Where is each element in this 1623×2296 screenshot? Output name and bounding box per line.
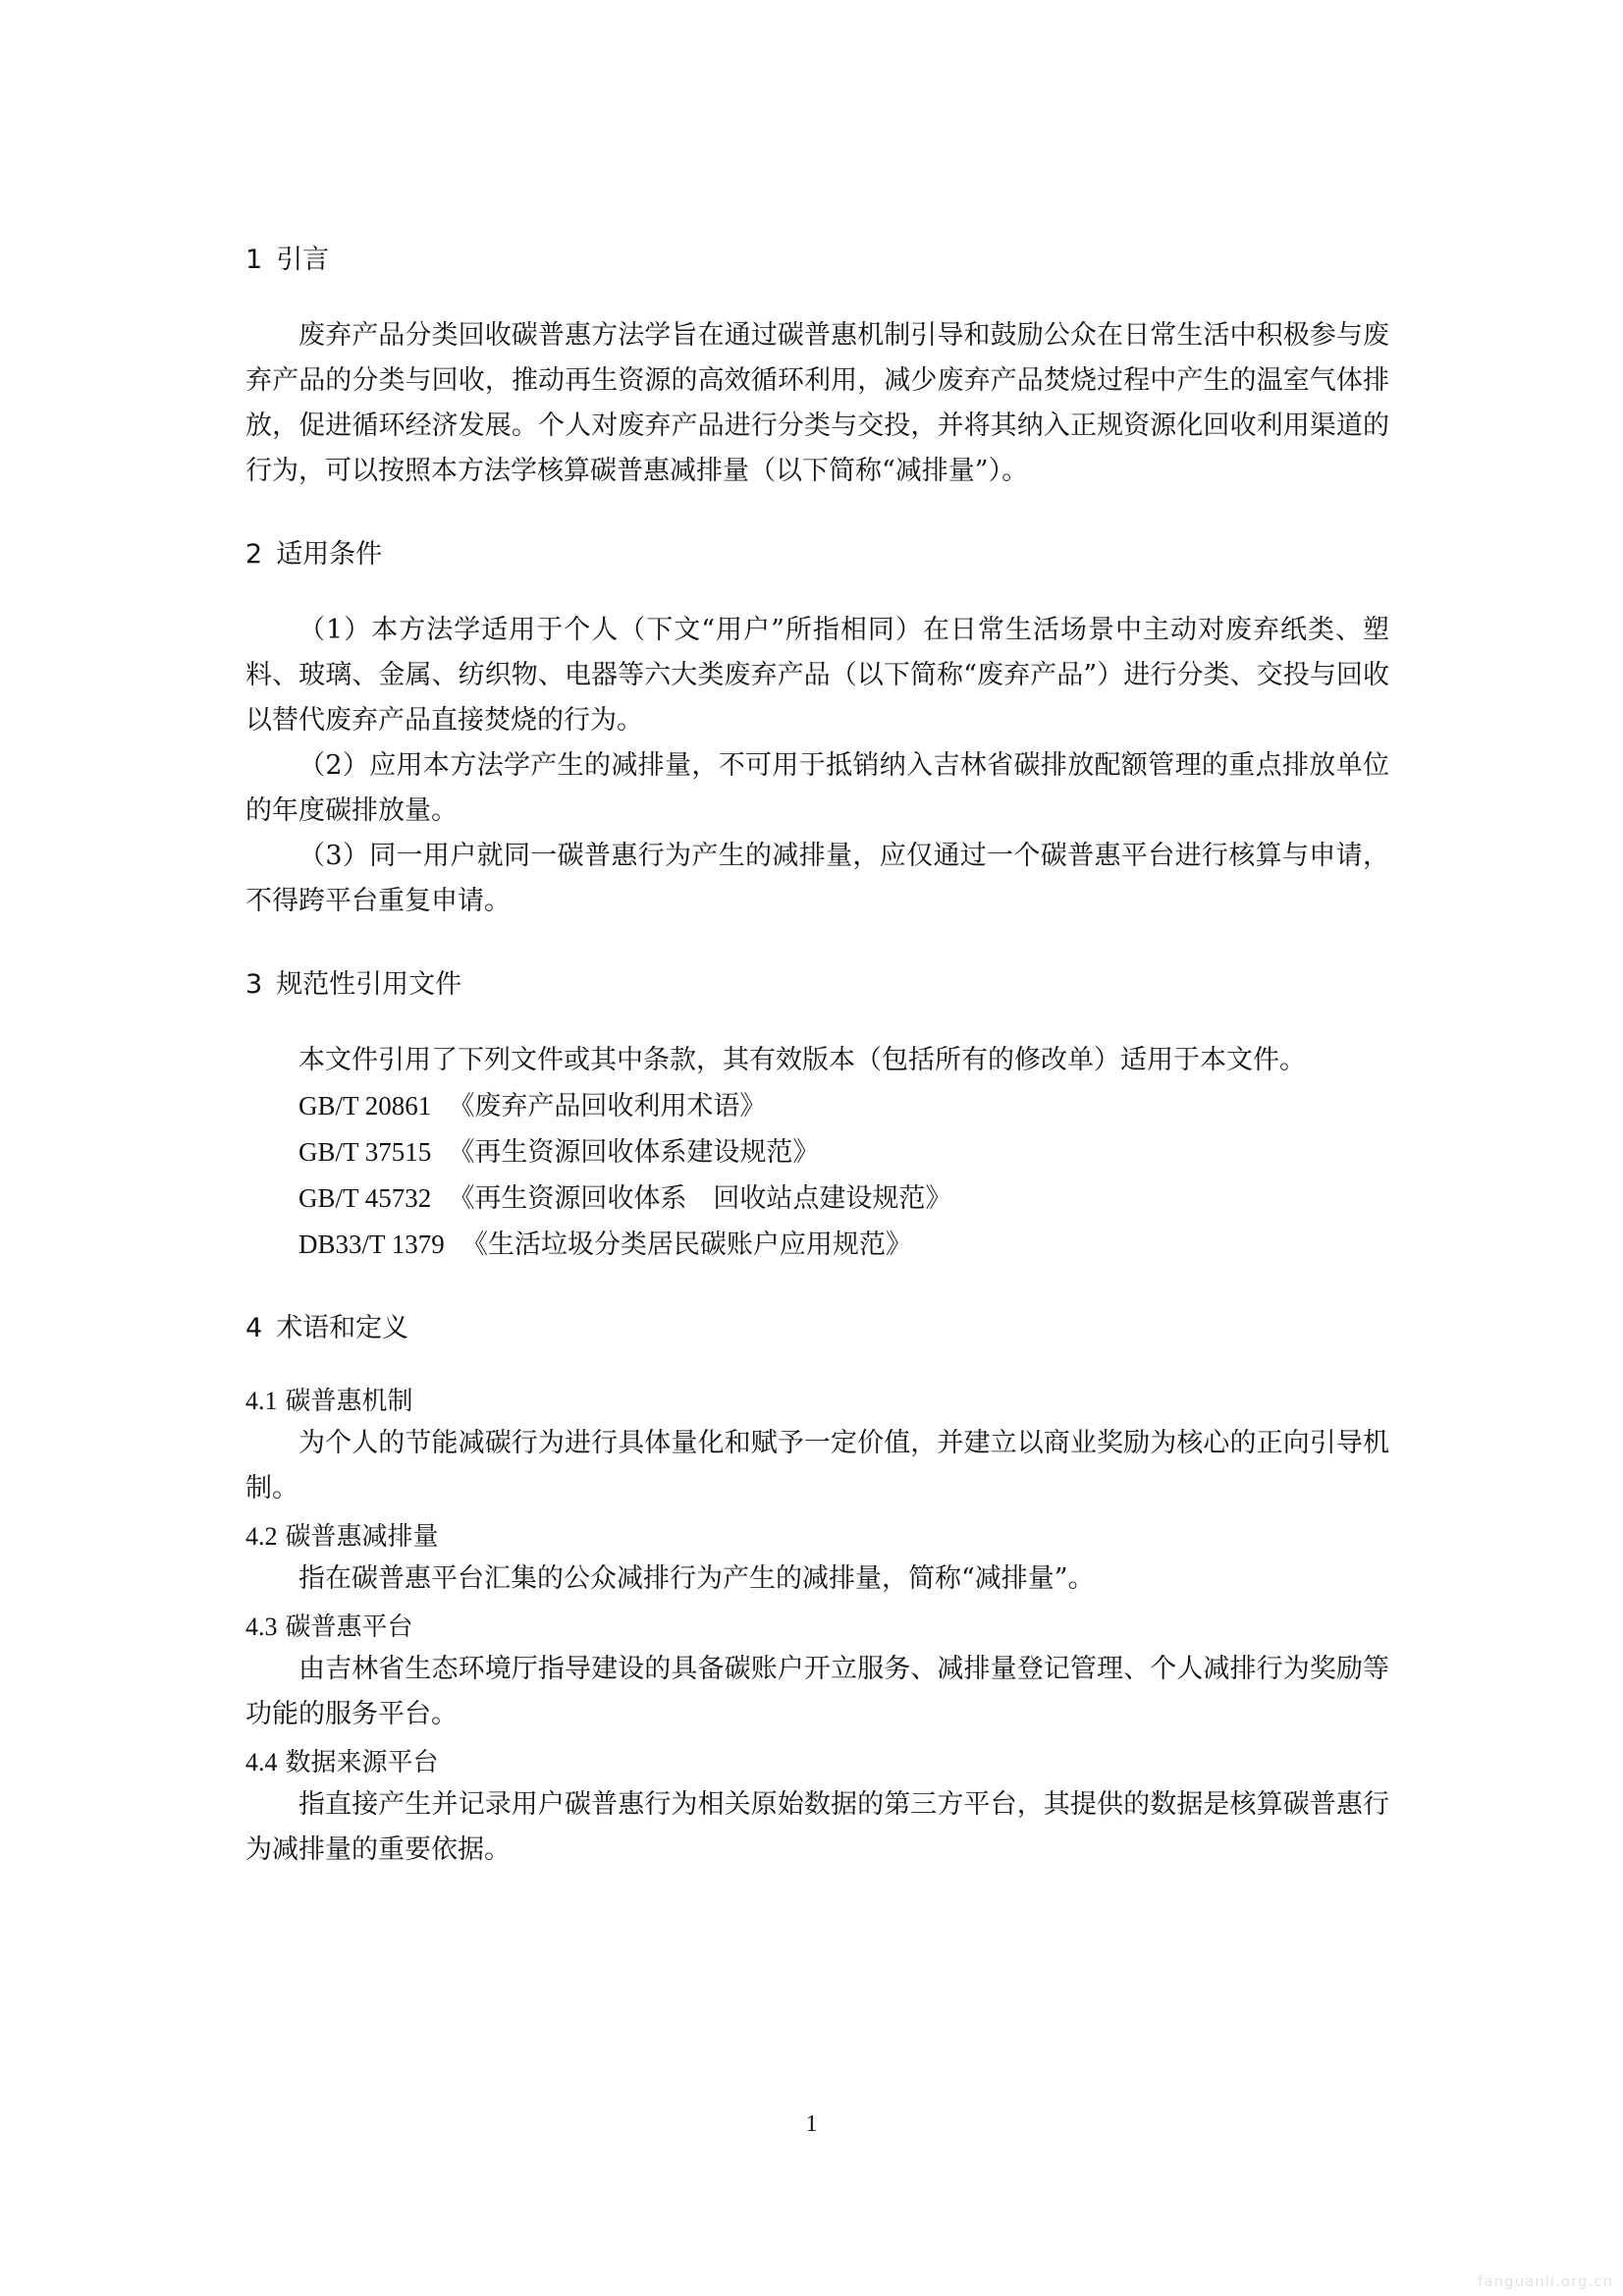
reference-item: [245, 1129, 1389, 1175]
reference-title: 《生活垃圾分类居民碳账户应用规范》: [460, 1230, 912, 1260]
reference-item: [245, 1175, 1389, 1222]
reference-title: 《废弃产品回收利用术语》: [448, 1091, 767, 1121]
term-number: 4.4: [245, 1748, 278, 1777]
section-heading-terms: [245, 1309, 1389, 1348]
document-body: [245, 241, 1389, 1873]
page-number: 1: [805, 2111, 818, 2137]
section-title: 引言: [276, 245, 330, 275]
term-heading-4-3: [245, 1608, 1389, 1647]
reference-code: GB/T 37515: [298, 1137, 432, 1167]
term-number: 4.1: [245, 1387, 278, 1415]
term-heading-4-1: [245, 1382, 1389, 1421]
term-heading-4-4: [245, 1743, 1389, 1782]
term-definition: 为个人的节能减碳行为进行具体量化和赋予一定价值，并建立以商业奖励为核心的正向引导机制。: [245, 1428, 1389, 1503]
term-definition: 指直接产生并记录用户碳普惠行为相关原始数据的第三方平台，其提供的数据是核算碳普惠行为减排量的重要依据。: [245, 1789, 1389, 1865]
section-heading-intro: [245, 241, 1389, 280]
reference-code: DB33/T 1379: [298, 1230, 445, 1259]
term-title: 数据来源平台: [285, 1748, 439, 1777]
watermark: fanguanli.org.cn: [1478, 2272, 1613, 2290]
section-number: 2: [245, 539, 263, 570]
term-definition: 由吉林省生态环境厅指导建设的具备碳账户开立服务、减排量登记管理、个人减排行为奖励等功能的服务平台。: [245, 1654, 1389, 1729]
reference-item: [245, 1222, 1389, 1268]
section-title: 适用条件: [276, 539, 383, 570]
section-title: 术语和定义: [276, 1313, 409, 1343]
reference-item: [245, 1083, 1389, 1129]
section-title: 规范性引用文件: [276, 969, 462, 1000]
term-title: 碳普惠减排量: [285, 1522, 439, 1552]
term-title: 碳普惠平台: [285, 1613, 413, 1642]
section-heading-conditions: [245, 535, 1389, 574]
condition-item-3: （3）同一用户就同一碳普惠行为产生的减排量，应仅通过一个碳普惠平台进行核算与申请，不得跨平台重复申请。: [245, 841, 1389, 916]
intro-paragraph: 废弃产品分类回收碳普惠方法学旨在通过碳普惠机制引导和鼓励公众在日常生活中积极参与废弃产品的分类与回收，推动再生资源的高效循环利用，减少废弃产品焚烧过程中产生的温室气体排放，促进循环经济发展。个人对废弃产品进行分类与交投，并将其纳入正规资源化回收利用渠道的行为，可以按照本方法学核算碳普惠减排量（以下简称“减排量”）。: [245, 320, 1389, 486]
reference-title: 《再生资源回收体系 回收站点建设规范》: [448, 1183, 952, 1214]
reference-title: 《再生资源回收体系建设规范》: [448, 1137, 820, 1168]
condition-item-2: （2）应用本方法学产生的减排量，不可用于抵销纳入吉林省碳排放配额管理的重点排放单位的年度碳排放量。: [245, 750, 1389, 826]
term-number: 4.2: [245, 1522, 278, 1551]
reference-code: GB/T 45732: [298, 1183, 432, 1213]
term-number: 4.3: [245, 1613, 278, 1641]
term-heading-4-2: [245, 1517, 1389, 1557]
section-number: 3: [245, 969, 263, 1000]
section-number: 4: [245, 1313, 263, 1343]
references-intro: 本文件引用了下列文件或其中条款，其有效版本（包括所有的修改单）适用于本文件。: [298, 1045, 1306, 1075]
term-definition: 指在碳普惠平台汇集的公众减排行为产生的减排量，简称“减排量”。: [298, 1563, 1095, 1594]
condition-item-1: （1）本方法学适用于个人（下文“用户”所指相同）在日常生活场景中主动对废弃纸类、塑料、玻璃、金属、纺织物、电器等六大类废弃产品（以下简称“废弃产品”）进行分类、交投与回收以替代废弃产品直接焚烧的行为。: [245, 615, 1389, 736]
section-number: 1: [245, 245, 263, 275]
term-title: 碳普惠机制: [285, 1387, 413, 1416]
reference-code: GB/T 20861: [298, 1091, 432, 1121]
section-heading-references: [245, 965, 1389, 1005]
